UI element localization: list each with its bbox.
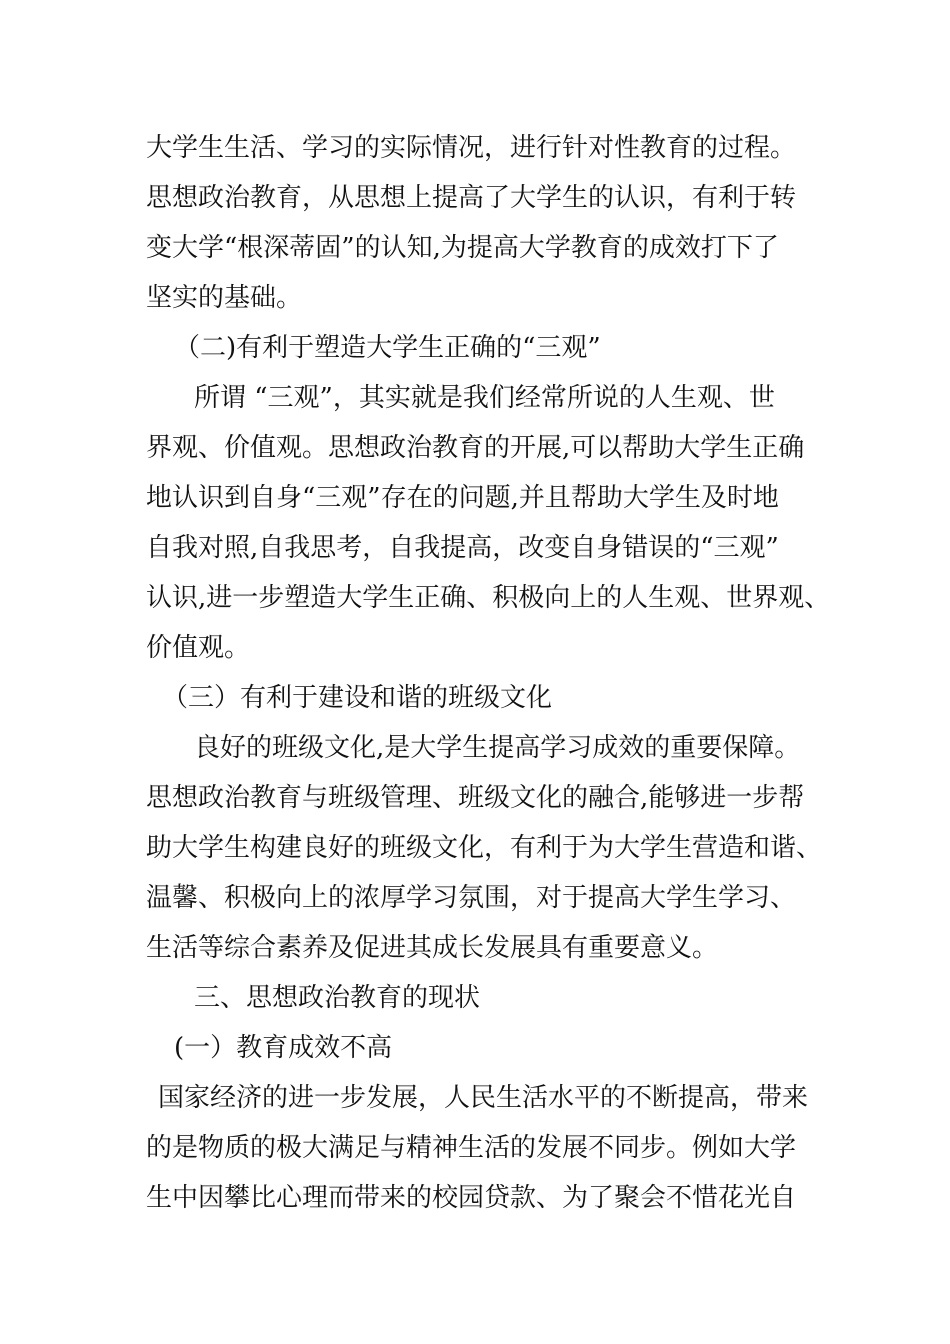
text-line: 温馨、积极向上的浓厚学习氛围，对于提高大学生学习、 <box>146 883 797 913</box>
text-line: 的是物质的极大满足与精神生活的发展不同步。例如大学 <box>146 1133 797 1163</box>
section-heading: 三、思想政治教育的现状 <box>194 983 481 1013</box>
text-line: 价值观。 <box>146 633 251 663</box>
text-line: 坚实的基础。 <box>146 283 303 313</box>
section-heading: （二)有利于塑造大学生正确的“三观” <box>174 333 601 363</box>
section-heading: (一）教育成效不高 <box>174 1033 393 1063</box>
text-line: 自我对照,自我思考，自我提高，改变自身错误的“三观” <box>146 533 779 563</box>
text-line: 国家经济的进一步发展，人民生活水平的不断提高，带来 <box>158 1083 809 1113</box>
text-line: 助大学生构建良好的班级文化，有利于为大学生营造和谐、 <box>146 833 823 863</box>
text-line: 所谓 “三观”，其实就是我们经常所说的人生观、世 <box>194 383 775 413</box>
text-line: 大学生生活、学习的实际情况，进行针对性教育的过程。 <box>146 133 797 163</box>
text-line: 思想政治教育，从思想上提高了大学生的认识，有利于转 <box>146 183 797 213</box>
text-line: 生活等综合素养及促进其成长发展具有重要意义。 <box>146 933 719 963</box>
section-heading: （三）有利于建设和谐的班级文化 <box>162 683 553 713</box>
text-line: 认识,进一步塑造大学生正确、积极向上的人生观、世界观、 <box>146 583 831 613</box>
text-line: 思想政治教育与班级管理、班级文化的融合,能够进一步帮 <box>146 783 805 813</box>
text-line: 地认识到自身“三观”存在的问题,并且帮助大学生及时地 <box>146 483 779 513</box>
text-line: 生中因攀比心理而带来的校园贷款、为了聚会不惜花光自 <box>146 1183 797 1213</box>
text-line: 界观、价值观。思想政治教育的开展,可以帮助大学生正确 <box>146 433 805 463</box>
text-line: 良好的班级文化,是大学生提高学习成效的重要保障。 <box>194 733 801 763</box>
text-line: 变大学“根深蒂固”的认知,为提高大学教育的成效打下了 <box>146 233 779 263</box>
